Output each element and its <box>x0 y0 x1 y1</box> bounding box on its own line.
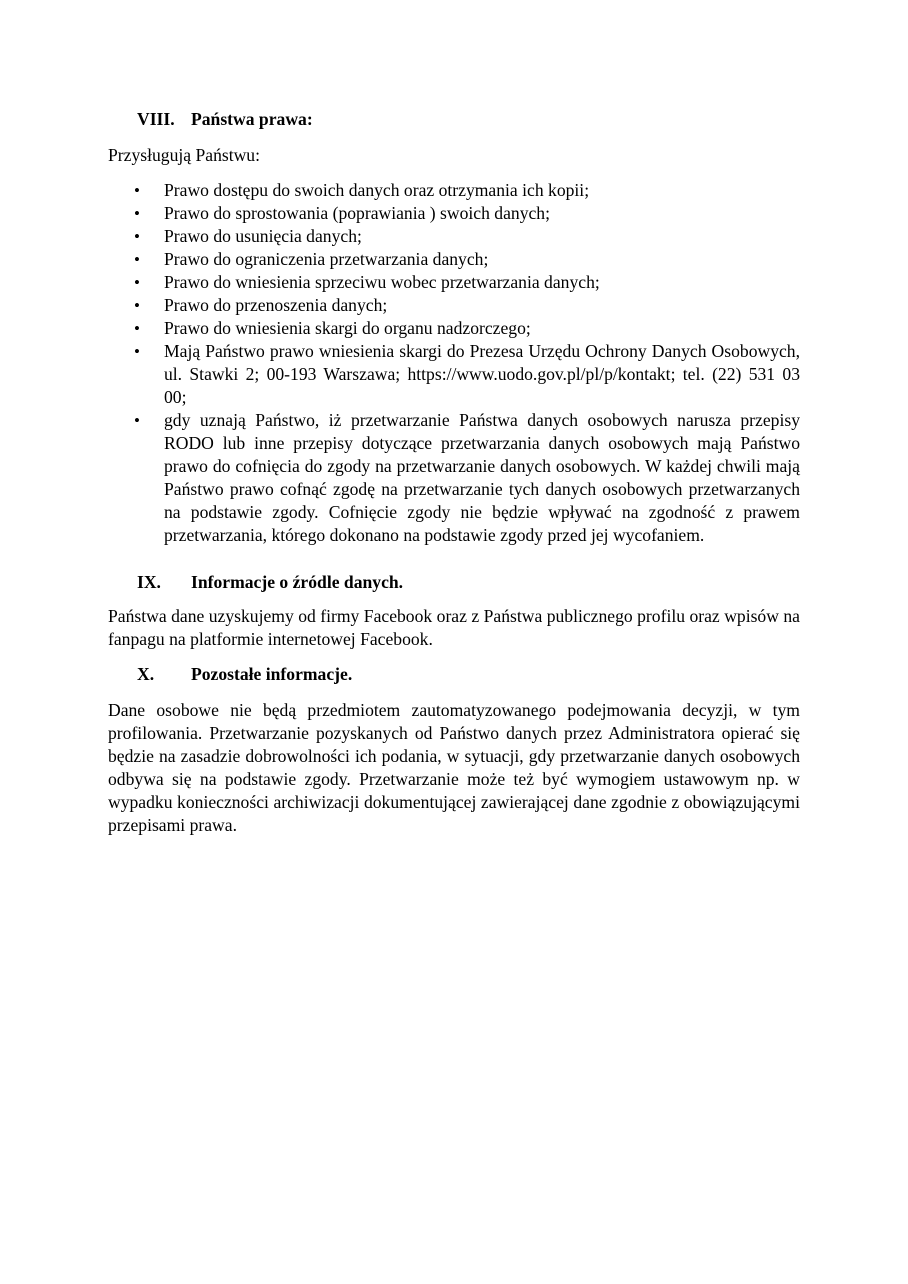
section-x-number: X. <box>137 663 155 684</box>
section-viii-heading <box>137 104 800 134</box>
bullet-icon: • <box>134 181 140 200</box>
section-ix-number: IX. <box>137 571 161 592</box>
bullet-icon: • <box>134 342 140 361</box>
section-viii-intro: Przysługują Państwu: <box>108 145 260 165</box>
list-item <box>108 225 800 248</box>
list-item-text: Prawo do wniesienia skargi do organu nadzorczego; <box>164 318 531 338</box>
list-item <box>108 271 800 294</box>
section-viii-number: VIII. <box>137 108 175 129</box>
list-item <box>108 179 800 202</box>
section-x-title: Pozostałe informacje. <box>191 663 353 684</box>
list-item <box>108 317 800 340</box>
list-item-text: Prawo do przenoszenia danych; <box>164 295 388 315</box>
list-item-text: Prawo dostępu do swoich danych oraz otrzymania ich kopii; <box>164 180 590 200</box>
bullet-icon: • <box>134 204 140 223</box>
list-item <box>108 248 800 271</box>
list-item <box>108 409 800 547</box>
list-item-text: Prawo do wniesienia sprzeciwu wobec przetwarzania danych; <box>164 272 600 292</box>
list-item-text: Prawo do sprostowania (poprawiania ) swoich danych; <box>164 203 550 223</box>
section-ix-title: Informacje o źródle danych. <box>191 571 404 592</box>
list-item-text: Prawo do ograniczenia przetwarzania danych; <box>164 249 489 269</box>
bullet-icon: • <box>134 296 140 315</box>
document-page <box>108 104 800 837</box>
section-ix-text: Państwa dane uzyskujemy od firmy Facebook oraz z Państwa publicznego profilu oraz wpisów na fanpagu na platformie internetowej Facebook. <box>108 606 800 649</box>
bullet-icon: • <box>134 227 140 246</box>
bullet-icon: • <box>134 250 140 269</box>
section-ix-heading <box>137 567 800 597</box>
bullet-icon: • <box>134 273 140 292</box>
section-x-heading <box>137 659 800 689</box>
bullet-icon: • <box>134 319 140 338</box>
section-x-text: Dane osobowe nie będą przedmiotem zautomatyzowanego podejmowania decyzji, w tym profilowania. Przetwarzanie pozyskanych od Państwo danych przez Administratora opierać się będzie na zasadzie dobrowolności ich podania, w sytuacji, gdy przetwarzanie danych osobowych odbywa się na podstawie zgody. Przetwarzanie może też być wymogiem ustawowym np. w wypadku konieczności archiwizacji dokumentującej zawierającej dane zgodnie z obowiązującymi przepisami prawa. <box>108 700 800 835</box>
bullet-icon: • <box>134 411 140 430</box>
list-item-text: Prawo do usunięcia danych; <box>164 226 362 246</box>
list-item-text: gdy uznają Państwo, iż przetwarzanie Państwa danych osobowych narusza przepisy RODO lub inne przepisy dotyczące przetwarzania danych osobowych mają Państwo prawo do cofnięcia do zgody na przetwarzanie danych osobowych. W każdej chwili mają Państwo prawo cofnąć zgodę na przetwarzanie tych danych osobowych przetwarzanych na podstawie zgody. Cofnięcie zgody nie będzie wpływać na zgodność z prawem przetwarzania, którego dokonano na podstawie zgody przed jej wycofaniem. <box>164 410 800 545</box>
list-item <box>108 202 800 225</box>
section-viii-title: Państwa prawa: <box>191 108 313 129</box>
list-item-text: Mają Państwo prawo wniesienia skargi do Prezesa Urzędu Ochrony Danych Osobowych, ul. Stawki 2; 00-193 Warszawa; https://www.uodo.gov.pl/pl/p/kontakt; tel. (22) 531 03 00; <box>164 341 800 407</box>
list-item <box>108 340 800 409</box>
rights-list <box>108 179 800 547</box>
list-item <box>108 294 800 317</box>
